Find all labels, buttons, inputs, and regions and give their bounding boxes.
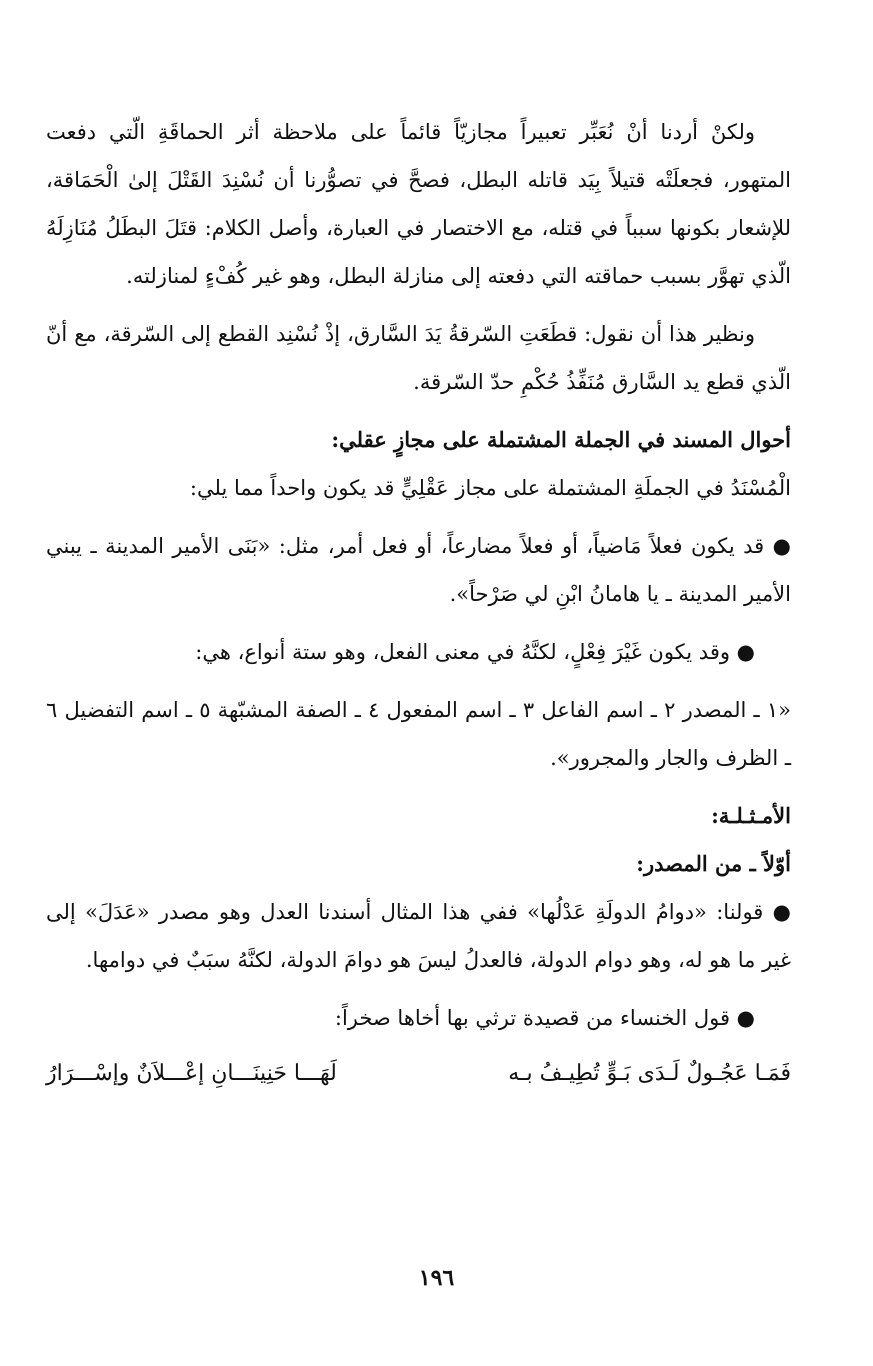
section-heading-examples: الأمـثـلـة:	[711, 803, 791, 828]
verse-first-hemistich: فَمَـا عَجُـولٌ لَـدَى بَـوٍّ تُطِيـفُ بـه	[508, 1061, 791, 1086]
page-body	[46, 108, 791, 1098]
verse-second-hemistich: لَهَـــا حَنِينَـــانِ إعْـــلاَنٌ وإسْـــرَارُ	[46, 1061, 337, 1086]
section-heading-predicate-states: أحوال المسند في الجملة المشتملة على مجازٍ عقلي:	[331, 427, 791, 452]
paragraph-theft-example: ونظير هذا أن نقول: قطَعَتِ السّرقةُ يَدَ السَّارق، إذْ نُسْنِد القطع إلى السّرقة، مع أنّ الّذي قطع يد السَّارق مُنَفِّذُ حُكْمِ حدّ السّرقة.	[46, 322, 791, 394]
bullet-khansa-poem: ● قول الخنساء من قصيدة ترثي بها أخاها صخراً:	[334, 1006, 755, 1030]
list-six-types: «١ ـ المصدر ٢ ـ اسم الفاعل ٣ ـ اسم المفعول ٤ ـ الصفة المشبّهة ٥ ـ اسم التفضيل ٦ ـ الظرف والجار والمجرور».	[46, 698, 792, 770]
bullet-state-justice-example: ● قولنا: «دوامُ الدولَةِ عَدْلُها» ففي هذا المثال أسندنا العدل وهو مصدر «عَدَلَ» إلى غير ما هو له، وهو دوام الدولة، فالعدلُ ليسَ هو دوامَ الدولة، لكنَّهُ سبَبٌ في دوامها.	[46, 900, 791, 972]
poem-verse	[46, 1050, 791, 1098]
bullet-non-verb: ● وقد يكون غَيْرَ فِعْلٍ، لكنَّهُ في معنى الفعل، وهو ستة أنواع، هي:	[195, 640, 755, 664]
paragraph-figurative-expression: ولكنْ أردنا أنْ نُعَبِّر تعبيراً مجازيّاً قائماً على ملاحظة أثر الحماقَةِ الّتي دفعت المتهور، فجعلَتْه قتيلاً بِيَد قاتله البطل، فصحَّ في تصوُّرنا أن نُسْنِدَ القَتْلَ إلىٰ الْحَمَاقة، للإشعار بكونها سبباً في قتله، مع الاختصار في العبارة، وأصل الكلام: قتَلَ البطَلُ مُنَازِلَهُ الّذي تهوَّر بسبب حماقته التي دفعته إلى منازلة البطل، وهو غير كُفْءٍ لمنازلته.	[46, 120, 791, 288]
page-number: ١٩٦	[418, 1265, 455, 1291]
bullet-verb-types: ● قد يكون فعلاً مَاضياً، أو فعلاً مضارعاً، أو فعل أمر، مثل: «بَنَى الأمير المدينة ـ يبني الأمير المدينة ـ يا هامانُ ابْنِ لي صَرْحاً».	[46, 534, 791, 606]
paragraph-predicate-intro: الْمُسْنَدُ في الجملَةِ المشتملة على مجاز عَقْلِيٍّ قد يكون واحداً مما يلي:	[189, 476, 791, 500]
subheading-from-masdar: أوّلاً ـ من المصدر:	[636, 851, 791, 876]
